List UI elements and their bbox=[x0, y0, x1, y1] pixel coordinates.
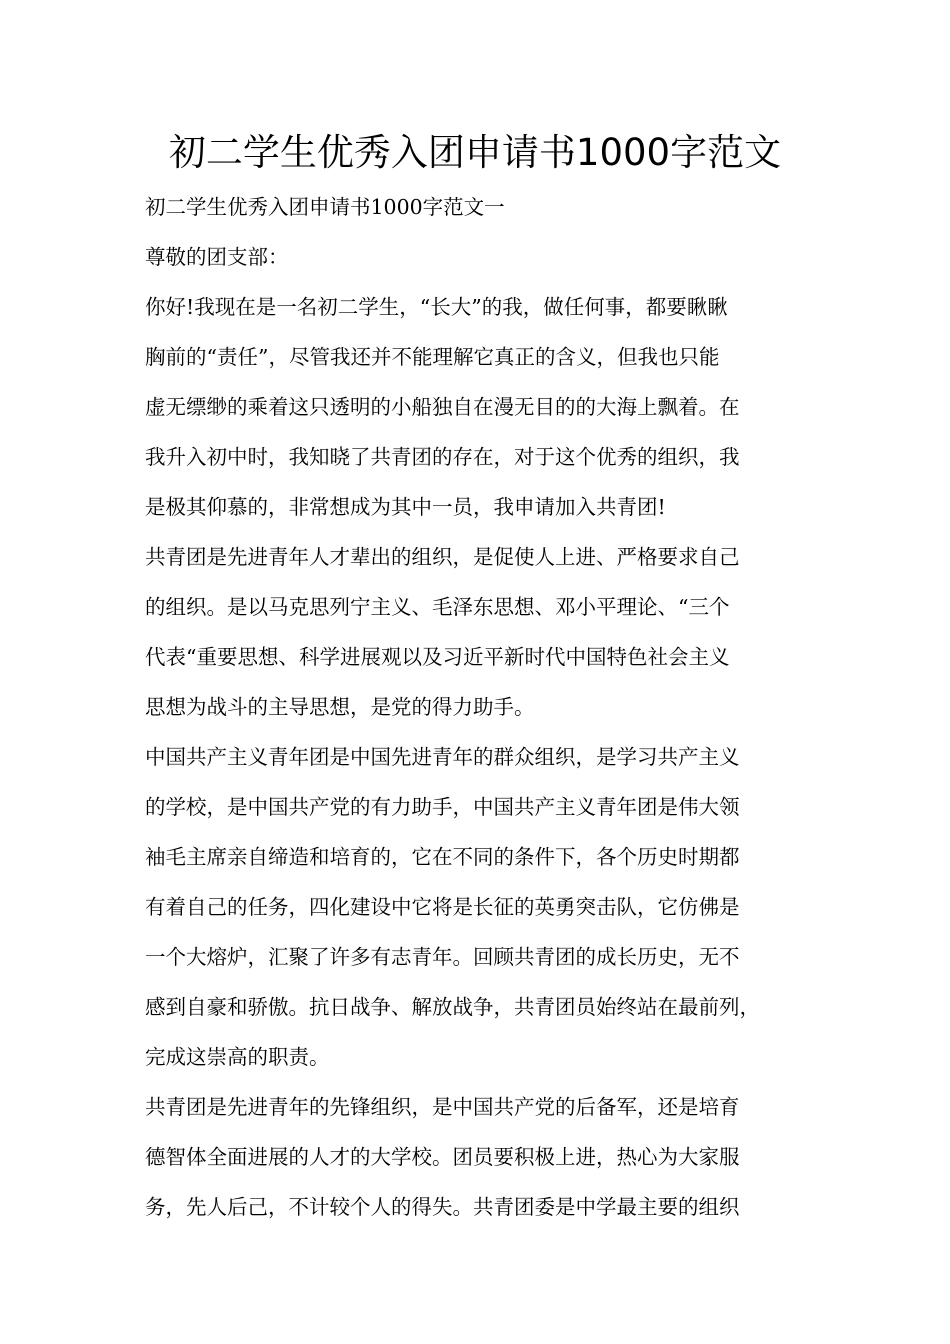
text-line: 共青团是先进青年的先锋组织，是中国共产党的后备军，还是培育 bbox=[145, 1095, 740, 1119]
document-title: 初二学生优秀入团申请书1000字范文 bbox=[168, 131, 782, 174]
text-line: 虚无缥缈的乘着这只透明的小船独自在漫无目的的大海上飘着。在 bbox=[145, 395, 740, 419]
text-line: 中国共产主义青年团是中国先进青年的群众组织，是学习共产主义 bbox=[145, 745, 740, 769]
text-line: 一个大熔炉，汇聚了许多有志青年。回顾共青团的成长历史，无不 bbox=[145, 945, 740, 969]
text-line: 胸前的“责任”，尽管我还并不能理解它真正的含义，但我也只能 bbox=[145, 345, 720, 369]
text-line: 务，先人后己，不计较个人的得失。共青团委是中学最主要的组织 bbox=[145, 1195, 740, 1219]
text-line: 感到自豪和骄傲。抗日战争、解放战争，共青团员始终站在最前列， bbox=[145, 995, 760, 1019]
text-line: 是极其仰慕的，非常想成为其中一员，我申请加入共青团! bbox=[145, 495, 666, 519]
text-line: 德智体全面进展的人才的大学校。团员要积极上进，热心为大家服 bbox=[145, 1145, 740, 1169]
text-line: 袖毛主席亲自缔造和培育的，它在不同的条件下，各个历史时期都 bbox=[145, 845, 740, 869]
document-body bbox=[145, 182, 825, 1232]
text-line: 共青团是先进青年人才辈出的组织，是促使人上进、严格要求自己 bbox=[145, 545, 740, 569]
text-line: 我升入初中时，我知晓了共青团的存在，对于这个优秀的组织，我 bbox=[145, 445, 740, 469]
text-line: 你好!我现在是一名初二学生，“长大”的我，做任何事，都要瞅瞅 bbox=[145, 295, 728, 319]
text-line: 有着自己的任务，四化建设中它将是长征的英勇突击队，它仿佛是 bbox=[145, 895, 740, 919]
text-line: 的学校，是中国共产党的有力助手，中国共产主义青年团是伟大领 bbox=[145, 795, 740, 819]
text-line: 代表“重要思想、科学进展观以及习近平新时代中国特色社会主义 bbox=[145, 645, 730, 669]
text-line: 的组织。是以马克思列宁主义、毛泽东思想、邓小平理论、“三个 bbox=[145, 595, 730, 619]
text-line: 尊敬的团支部： bbox=[145, 245, 289, 269]
text-line: 思想为战斗的主导思想，是党的得力助手。 bbox=[145, 695, 535, 719]
text-line: 初二学生优秀入团申请书1000字范文一 bbox=[145, 195, 505, 219]
text-line: 完成这崇高的职责。 bbox=[145, 1045, 330, 1069]
